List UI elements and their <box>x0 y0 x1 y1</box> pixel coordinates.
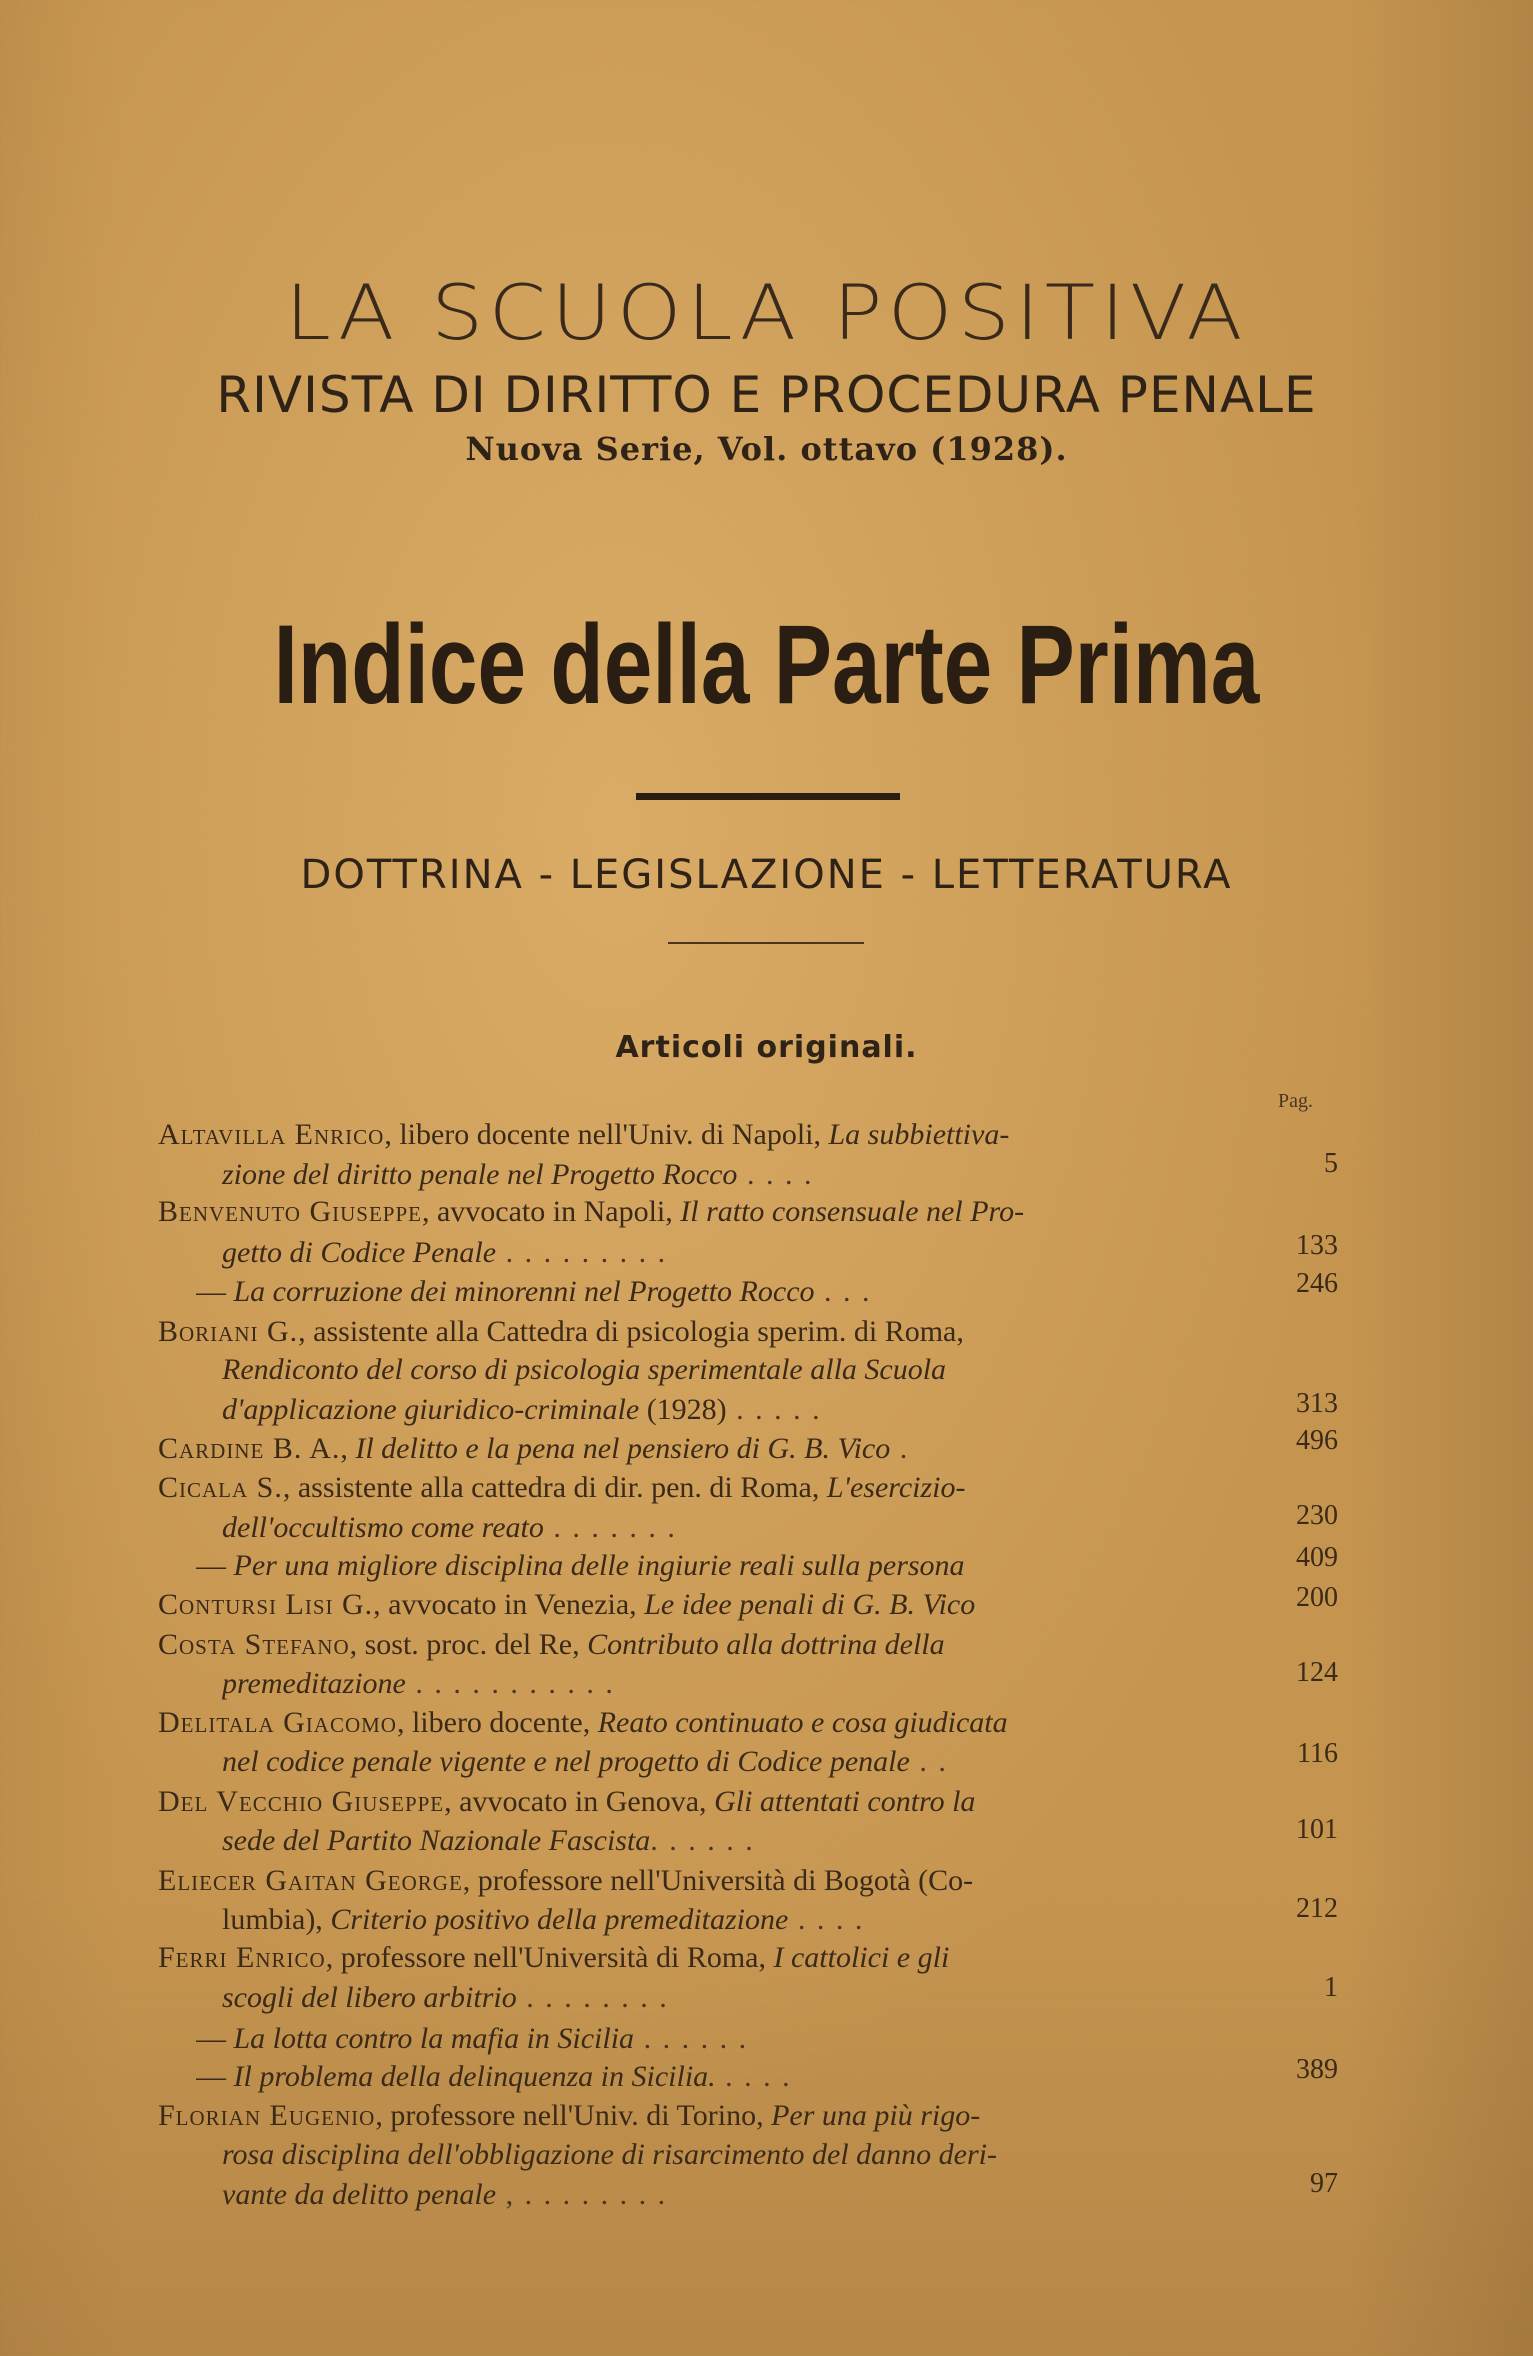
index-line <box>158 1625 1258 1665</box>
entry-page-number: 101 <box>1296 1814 1338 1845</box>
entry-title: Contributo alla dottrina della <box>587 1628 945 1661</box>
index-line <box>222 2135 1258 2175</box>
entry-title: L'esercizio- <box>826 1471 966 1504</box>
leader-dots: . . . . . . <box>634 2022 749 2055</box>
entry-page-number: 5 <box>1324 1148 1338 1179</box>
entry-description: , professore nell'Università di Roma, <box>325 1941 774 1974</box>
thick-divider <box>636 793 900 800</box>
entry-title: Il problema della delinquenza in Sicilia. <box>233 2060 716 2093</box>
entry-author: Altavilla Enrico <box>158 1118 385 1151</box>
leader-dots: . . . . <box>715 2060 792 2093</box>
entry-author: Eliecer Gaitan George <box>158 1864 463 1897</box>
entry-author: Boriani G. <box>158 1315 299 1348</box>
continuation-dash: — <box>196 1275 234 1308</box>
entry-page-number: 133 <box>1296 1230 1338 1261</box>
index-line <box>222 1155 1258 1195</box>
entry-page-number: 212 <box>1296 1893 1338 1924</box>
leader-dots: , . . . . . . . . <box>496 2178 668 2211</box>
index-line <box>222 1742 1258 1782</box>
index-line <box>196 2019 1258 2059</box>
entry-description: , assistente alla cattedra di dir. pen. di Roma, <box>282 1471 827 1504</box>
index-line <box>196 1546 1258 1586</box>
leader-dots: . <box>890 1432 910 1465</box>
leader-dots: . . . <box>814 1275 872 1308</box>
entry-title: Reato continuato e cosa giudicata <box>597 1706 1008 1739</box>
entry-page-number: 116 <box>1297 1738 1338 1769</box>
entry-description: , sost. proc. del Re, <box>349 1628 588 1661</box>
entry-title: premeditazione <box>222 1667 406 1700</box>
entry-title: Gli attentati contro la <box>714 1785 976 1818</box>
section-heading: DOTTRINA - LEGISLAZIONE - LETTERATURA <box>300 852 1233 898</box>
entry-page-number: 1 <box>1324 1972 1338 2003</box>
entry-title: La subbiettiva- <box>828 1118 1010 1151</box>
entry-title: nel codice penale vigente e nel progetto di Codice penale <box>222 1745 910 1778</box>
leader-dots: . . <box>909 1745 948 1778</box>
entry-title: La corruzione dei minorenni nel Progetto Rocco <box>233 1275 815 1308</box>
entry-description: , assistente alla Cattedra di psicologia sperim. di Roma, <box>298 1315 964 1348</box>
index-line <box>222 2175 1258 2215</box>
entry-author: Ferri Enrico <box>158 1941 326 1974</box>
entry-description: , libero docente nell'Univ. di Napoli, <box>384 1118 829 1151</box>
entry-page-number: 313 <box>1296 1388 1338 1419</box>
entry-page-number: 496 <box>1296 1425 1338 1456</box>
entry-title: zione del diritto penale nel Progetto Rocco <box>222 1158 738 1191</box>
index-line <box>158 1782 1258 1822</box>
index-line <box>222 1821 1258 1861</box>
index-line <box>158 1585 1258 1625</box>
page-column-label: Pag. <box>1278 1090 1313 1112</box>
entry-author: Costa Stefano <box>158 1628 350 1661</box>
continuation-dash: — <box>196 2022 234 2055</box>
entry-description: , libero docente, <box>396 1706 598 1739</box>
entry-title: dell'occultismo come reato <box>222 1511 544 1544</box>
entry-title: Il ratto consensuale nel Pro- <box>680 1195 1025 1228</box>
index-line <box>222 1508 1258 1548</box>
entry-description: , <box>340 1432 356 1465</box>
index-line <box>158 1429 1258 1469</box>
entry-title: getto di Codice Penale <box>222 1236 497 1269</box>
entry-description: , professore nell'Università di Bogotà (Co- <box>462 1864 974 1897</box>
entry-title: I cattolici e gli <box>773 1941 950 1974</box>
entry-author: Del Vecchio Giuseppe <box>158 1785 445 1818</box>
leader-dots: . . . . . <box>726 1393 822 1426</box>
leader-dots: . . . . . . . . . <box>496 1236 668 1269</box>
index-line <box>158 1312 1258 1352</box>
entry-title: Rendiconto del corso di psicologia sperimentale alla Scuola <box>222 1353 947 1386</box>
leader-dots: . . . . . . <box>650 1824 755 1857</box>
leader-dots: . . . . . . . . . . . <box>405 1667 615 1700</box>
entry-page-number: 246 <box>1296 1268 1338 1299</box>
entry-page-number: 97 <box>1310 2168 1338 2199</box>
index-line <box>158 1703 1258 1743</box>
entry-title: Il delitto e la pena nel pensiero di G. B. Vico <box>355 1432 891 1465</box>
entry-title: Criterio positivo della premeditazione <box>330 1903 789 1936</box>
entry-title: Le idee penali di G. B. Vico <box>644 1588 976 1621</box>
entry-title: La lotta contro la mafia in Sicilia <box>233 2022 635 2055</box>
entry-title: Per una migliore disciplina delle ingiurie reali sulla persona <box>233 1549 965 1582</box>
entry-page-number: 200 <box>1296 1582 1338 1613</box>
index-line <box>158 1938 1258 1978</box>
journal-series: Nuova Serie, Vol. ottavo (1928). <box>465 430 1068 468</box>
entry-page-number: 230 <box>1296 1500 1338 1531</box>
index-line <box>196 1272 1258 1312</box>
entry-description: (1928) <box>639 1393 727 1426</box>
entry-page-number: 409 <box>1296 1542 1338 1573</box>
entry-title: vante da delitto penale <box>222 2178 497 2211</box>
entry-author: Contursi Lisi G. <box>158 1588 374 1621</box>
journal-subtitle: RIVISTA DI DIRITTO E PROCEDURA PENALE <box>216 366 1317 424</box>
continuation-dash: — <box>196 2060 234 2093</box>
index-line <box>222 1233 1258 1273</box>
index-line <box>222 1350 1258 1390</box>
entry-title: rosa disciplina dell'obbligazione di risarcimento del danno deri- <box>222 2138 997 2171</box>
index-line <box>158 1468 1258 1508</box>
index-line <box>222 1900 1258 1940</box>
entry-author: Cardine B. A. <box>158 1432 341 1465</box>
entry-description: , professore nell'Univ. di Torino, <box>375 2099 772 2132</box>
index-line <box>196 2057 1258 2097</box>
index-line <box>222 1664 1258 1704</box>
entry-author: Cicala S. <box>158 1471 283 1504</box>
entry-description: , avvocato in Venezia, <box>373 1588 645 1621</box>
entry-page-number: 124 <box>1296 1657 1338 1688</box>
index-line <box>158 1192 1258 1232</box>
index-line <box>158 1115 1258 1155</box>
entry-title: d'applicazione giuridico-criminale <box>222 1393 640 1426</box>
index-line <box>158 1861 1258 1901</box>
index-line <box>222 1978 1258 2018</box>
continuation-dash: — <box>196 1549 234 1582</box>
thin-divider <box>668 942 864 944</box>
entry-title: sede del Partito Nazionale Fascista <box>222 1824 651 1857</box>
entry-author: Florian Eugenio <box>158 2099 376 2132</box>
index-title: Indice della Parte Prima <box>273 602 1260 727</box>
index-line <box>222 1390 1258 1430</box>
journal-title: LA SCUOLA POSITIVA <box>285 268 1248 357</box>
subsection-heading: Articoli originali. <box>615 1030 918 1065</box>
entry-description: , avvocato in Napoli, <box>421 1195 681 1228</box>
entry-author: Delitala Giacomo <box>158 1706 397 1739</box>
index-line <box>158 2096 1258 2136</box>
leader-dots: . . . . . . . <box>543 1511 677 1544</box>
entry-author: Benvenuto Giuseppe <box>158 1195 422 1228</box>
entry-description: lumbia), <box>222 1903 331 1936</box>
leader-dots: . . . . <box>737 1158 814 1191</box>
entry-title: scogli del libero arbitrio <box>222 1981 517 2014</box>
leader-dots: . . . . <box>788 1903 865 1936</box>
entry-description: , avvocato in Genova, <box>444 1785 715 1818</box>
entry-title: Per una più rigo- <box>771 2099 981 2132</box>
leader-dots: . . . . . . . . <box>516 1981 669 2014</box>
entry-page-number: 389 <box>1296 2054 1338 2085</box>
